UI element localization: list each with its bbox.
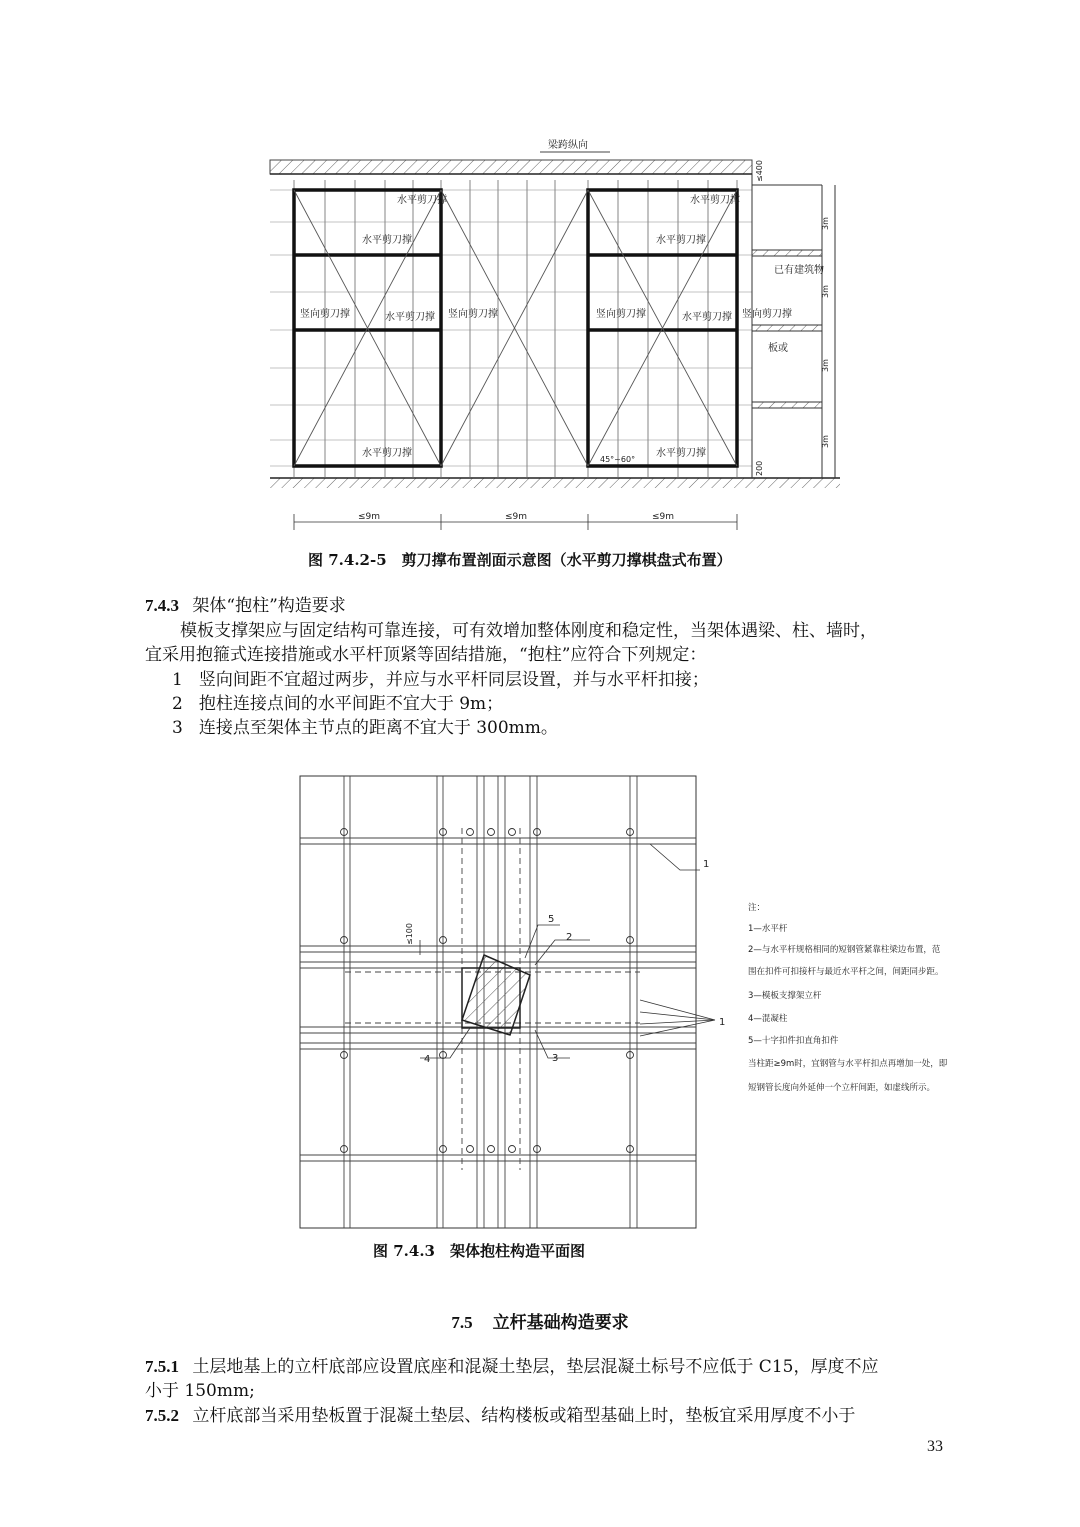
section-751-line-1: [145, 1355, 878, 1379]
section-75-title: 立杆基础构造要求: [492, 1313, 629, 1333]
span-dim-3: ≤9m: [652, 512, 675, 522]
h-brace-label-1: 水平剪刀撑: [397, 195, 447, 206]
beam-direction-label: 梁跨纵向: [548, 140, 588, 151]
h-brace-label-7: 水平剪刀撑: [682, 312, 732, 323]
angle-label: 45°~60°: [600, 455, 636, 464]
section-743-title: 架体“抱柱”构造要求: [192, 596, 346, 616]
section-743-intro-2: 宜采用抱箍式连接措施或水平杆顶紧等固结措施，“抱柱”应符合下列规定：: [145, 645, 707, 665]
section-743-number: 7.4.3: [145, 596, 179, 615]
v-brace-label-3: 竖向剪刀撑: [596, 309, 646, 320]
section-752-text: 立杆底部当采用垫板置于混凝土垫层、结构楼板或箱型基础上时，垫板宜采用厚度不小于: [192, 1406, 856, 1426]
figure-column-hoop-plan: [295, 770, 960, 1235]
callout-3: 3: [552, 1053, 559, 1064]
callout-5: 5: [548, 914, 555, 925]
note-line: 当柱距≥9m时，宜钢管与水平杆扣点再增加一处，即: [748, 1059, 948, 1069]
callout-2: 2: [566, 932, 573, 943]
section-751-number: 7.5.1: [145, 1357, 179, 1376]
callout-4: 4: [424, 1054, 431, 1065]
page-number: 33: [927, 1438, 943, 1455]
note-line: 注：: [748, 903, 766, 913]
callout-1: 1: [703, 859, 710, 870]
span-dim-2: ≤9m: [505, 512, 528, 522]
slab-label: 板或: [768, 343, 788, 354]
section-743-heading: [145, 594, 346, 618]
figure2-caption: 图 7.4.3 架体抱柱构造平面图: [373, 1242, 585, 1260]
list-item: [172, 692, 503, 716]
figure1-caption: 图 7.4.2-5 剪刀撑布置剖面示意图（水平剪刀撑棋盘式布置）: [308, 551, 732, 569]
list-item-number: 3: [172, 718, 183, 738]
section-752-line-1: [145, 1404, 855, 1428]
step-dim-3: 3m: [821, 359, 830, 372]
h-brace-label-4: 水平剪刀撑: [362, 448, 412, 459]
list-item-text: 竖向间距不宜超过两步，并应与水平杆同层设置，并与水平杆扣接；: [198, 670, 709, 690]
figure-scissor-brace-section: [260, 130, 850, 540]
list-item-number: 2: [172, 694, 183, 714]
h-brace-label-5: 水平剪刀撑: [690, 195, 740, 206]
callout-1b: 1: [719, 1017, 726, 1028]
note-line: 围在扣件可扣接杆与最近水平杆之间，间距同步距。: [748, 967, 944, 977]
section-75-heading: [0, 1308, 1080, 1333]
section-743-intro-1: 模板支撑架应与固定结构可靠连接，可有效增加整体刚度和稳定性，当架体遇梁、柱、墙时，: [180, 621, 877, 641]
step-dim-2: 3m: [821, 285, 830, 298]
note-line: 2—与水平杆规格相同的短钢管紧靠柱梁边布置，范: [748, 945, 941, 955]
section-751-text: 土层地基上的立杆底部应设置底座和混凝土垫层，垫层混凝土标号不应低于 C15，厚度不应: [192, 1357, 879, 1377]
top-dim: ≤400: [755, 160, 764, 182]
h-brace-label-3: 水平剪刀撑: [385, 312, 435, 323]
note-line: 5—十字扣件扣直角扣件: [748, 1036, 839, 1046]
section-751-line-2: 小于 150mm;: [145, 1381, 255, 1401]
list-item: [172, 716, 558, 740]
step-dim-4: 3m: [821, 435, 830, 448]
list-item-number: 1: [172, 670, 183, 690]
section-75-number: 7.5: [451, 1313, 473, 1332]
h-brace-label-6: 水平剪刀撑: [656, 235, 706, 246]
v-brace-label-2: 竖向剪刀撑: [448, 309, 498, 320]
list-item-text: 抱柱连接点间的水平间距不宜大于 9m；: [198, 694, 504, 714]
list-item: [172, 668, 709, 692]
note-line: 1—水平杆: [748, 924, 788, 934]
step-dim-1: 3m: [821, 217, 830, 230]
list-item-text: 连接点至架体主节点的距离不宜大于 300mm。: [198, 718, 558, 738]
note-line: 4—混凝柱: [748, 1014, 788, 1024]
v-brace-label-4: 竖向剪刀撑: [742, 309, 792, 320]
section-752-number: 7.5.2: [145, 1406, 179, 1425]
v-brace-label-1: 竖向剪刀撑: [300, 309, 350, 320]
span-dim-1: ≤9m: [358, 512, 381, 522]
h-brace-label-2: 水平剪刀撑: [362, 235, 412, 246]
note-line: 短钢管长度向外延伸一个立杆间距，如虚线所示。: [748, 1083, 936, 1093]
h-brace-label-8: 水平剪刀撑: [656, 448, 706, 459]
note-line: 3—模板支撑架立杆: [748, 991, 822, 1001]
ground-dim: 200: [755, 460, 764, 476]
existing-building-label: 已有建筑物: [774, 265, 824, 276]
dim-100: ≤100: [405, 923, 414, 945]
